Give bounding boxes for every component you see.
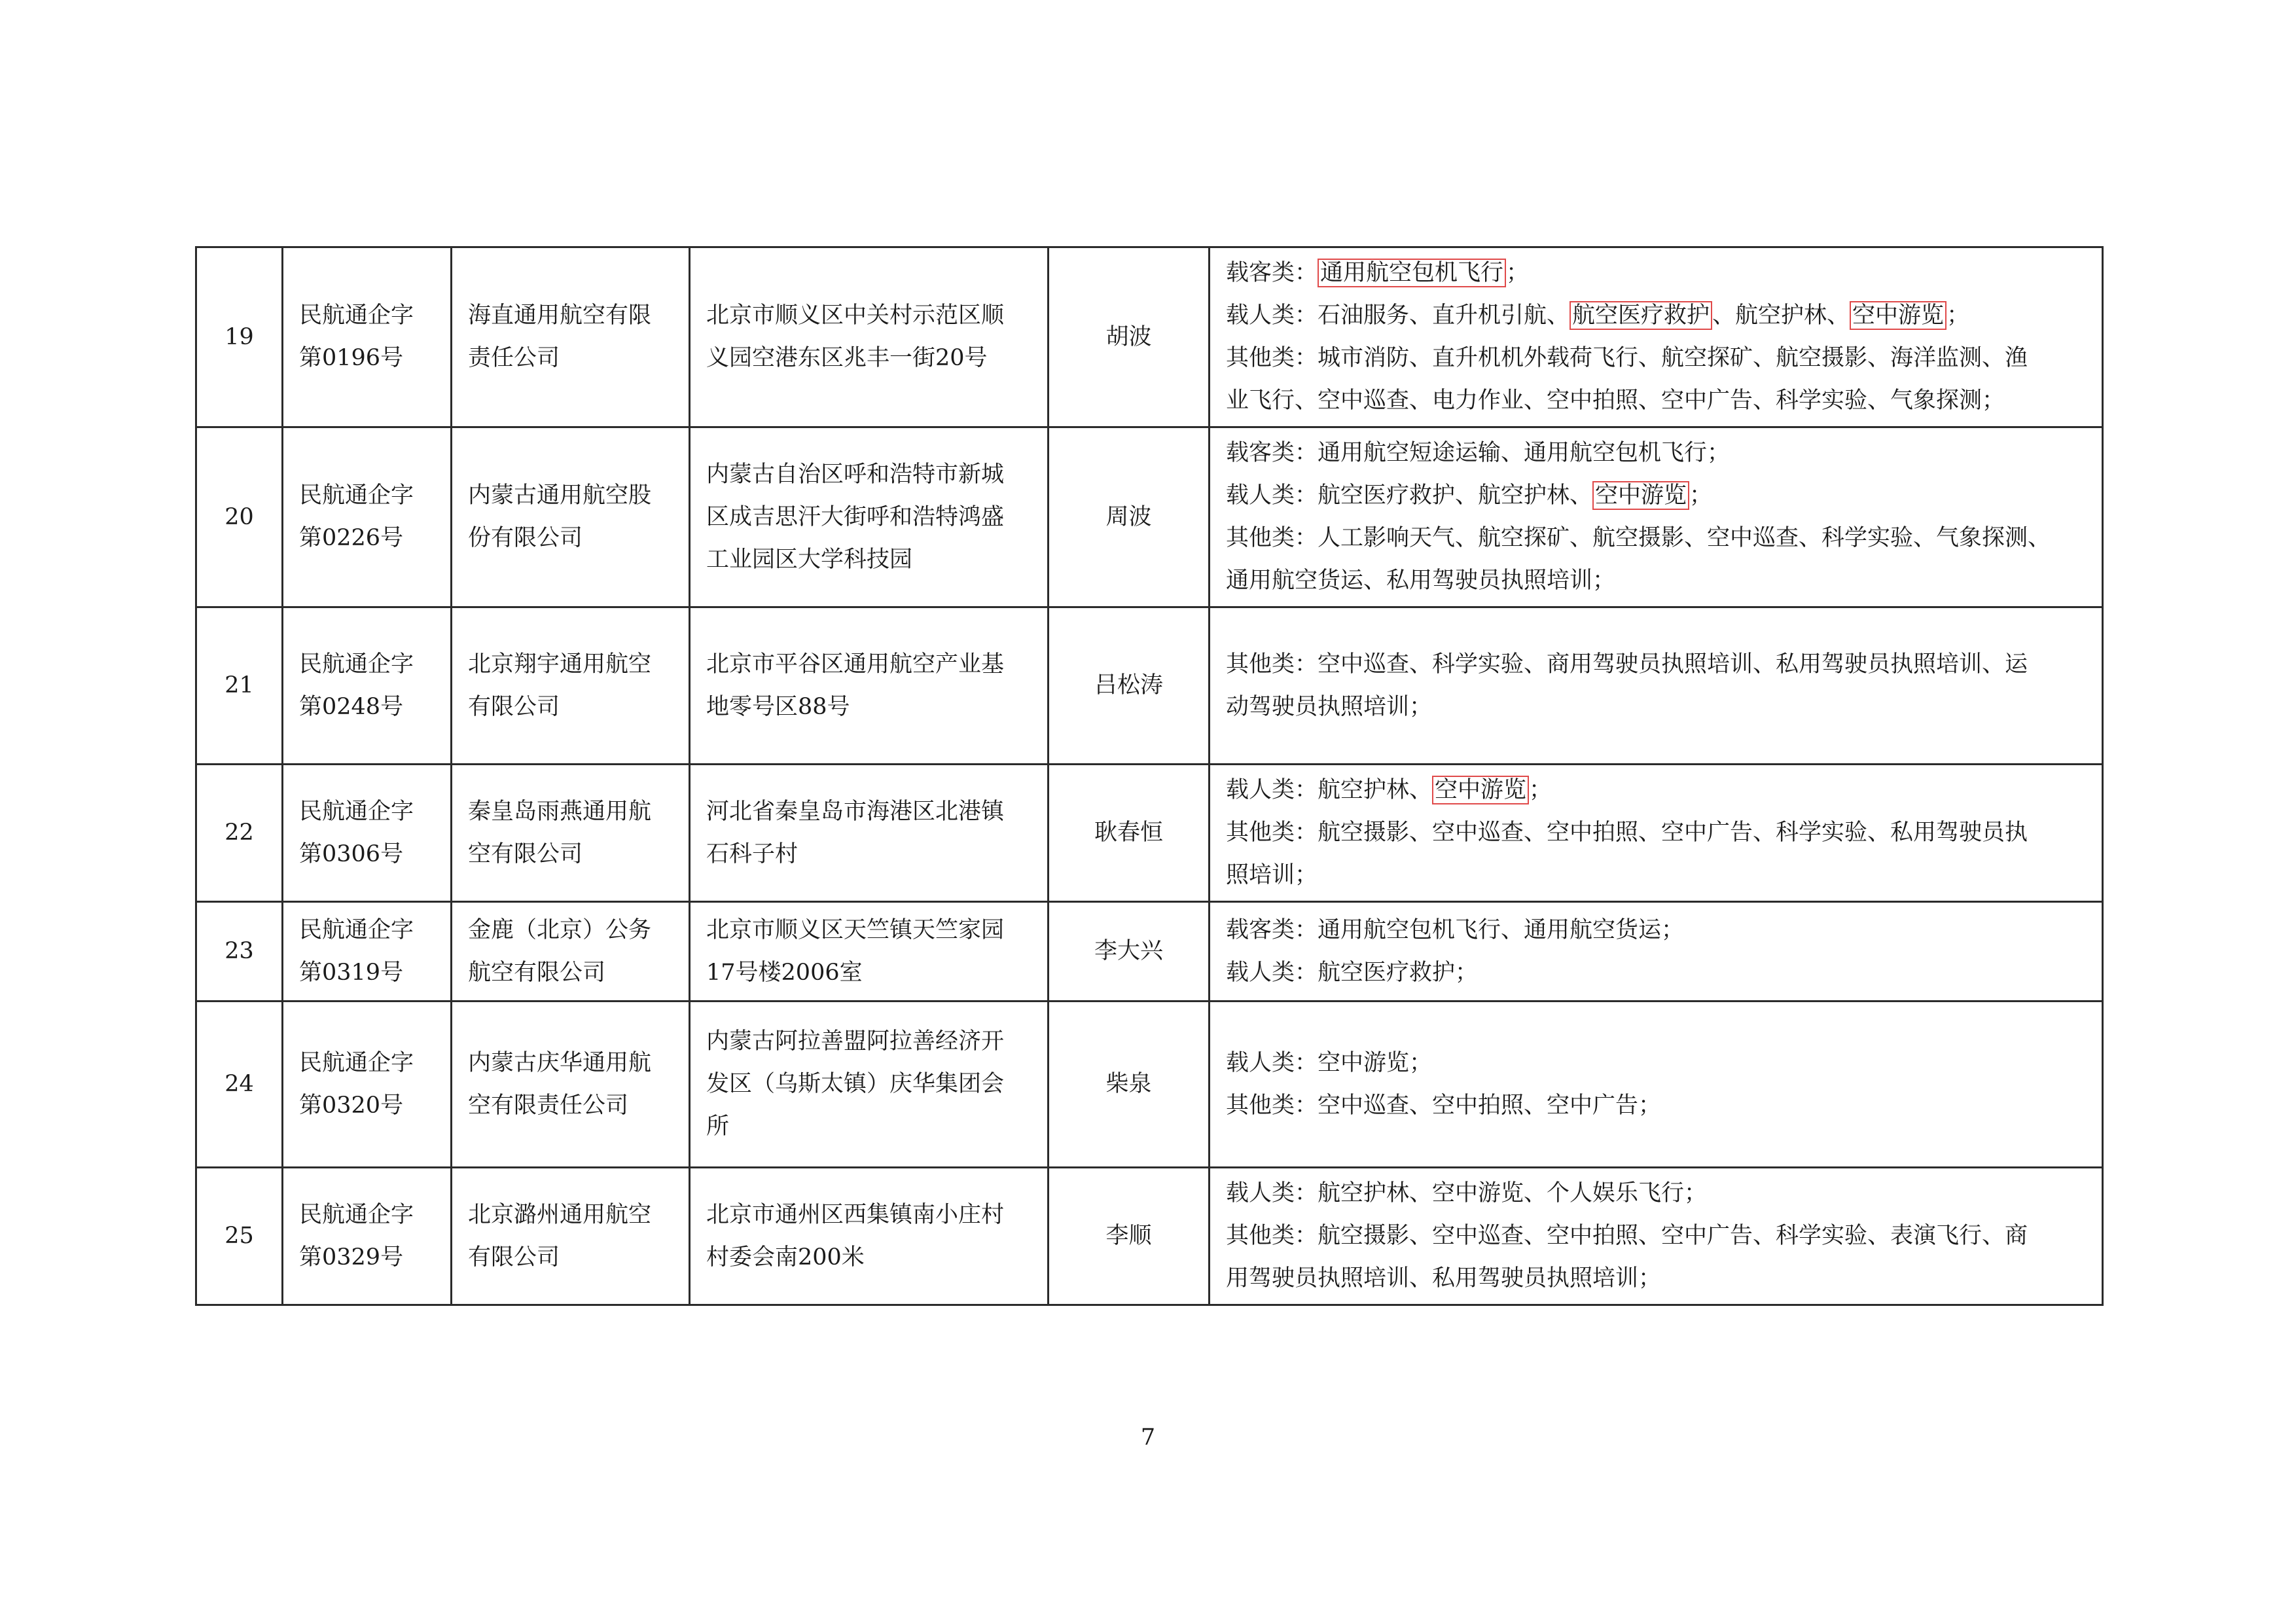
row-number-cell: 21: [196, 607, 283, 765]
highlighted-scope-item: 空中游览: [1432, 776, 1529, 804]
address-cell: [690, 765, 1049, 902]
address-line: 义园空港东区兆丰一街20号: [706, 345, 988, 371]
scope-text: 载人类：航空护林、: [1226, 777, 1433, 803]
scope-text: 业飞行、空中巡查、电力作业、空中拍照、空中广告、科学实验、气象探测；: [1226, 388, 2005, 414]
scope-text: ；: [1946, 302, 1970, 329]
company-name-line: 北京潞州通用航空: [468, 1201, 652, 1228]
business-scope-line: [1226, 1215, 2086, 1257]
address-line: 河北省秦皇岛市海港区北港镇: [706, 798, 1005, 825]
scope-text: 其他类：空中巡查、空中拍照、空中广告；: [1226, 1092, 1662, 1119]
business-scope-line: [1226, 252, 2086, 295]
certificate-number-line: 民航通企字: [299, 651, 414, 677]
address-cell: [690, 1168, 1049, 1305]
company-name-cell: [452, 247, 690, 427]
legal-representative-cell: 周波: [1049, 427, 1210, 607]
legal-representative-cell: 胡波: [1049, 247, 1210, 427]
company-name-line: 份有限公司: [468, 525, 583, 551]
certificate-number-cell: [283, 902, 452, 1001]
scope-text: 其他类：空中巡查、科学实验、商用驾驶员执照培训、私用驾驶员执照培训、运: [1226, 651, 2028, 677]
row-number-cell: 22: [196, 765, 283, 902]
certificate-number-line: 第0248号: [299, 693, 404, 720]
business-scope-line: [1226, 1042, 2086, 1085]
address-line: 石科子村: [706, 840, 798, 867]
certificate-number-cell: [283, 607, 452, 765]
business-scope-line: [1226, 517, 2086, 560]
address-line: 北京市顺义区中关村示范区顺: [706, 302, 1005, 329]
business-scope-cell: [1210, 607, 2103, 765]
business-scope-line: [1226, 909, 2086, 952]
company-name-line: 空有限责任公司: [468, 1092, 629, 1119]
certificate-number-line: 第0329号: [299, 1244, 404, 1271]
table-row: [196, 902, 2103, 1001]
company-name-line: 秦皇岛雨燕通用航: [468, 798, 652, 825]
scope-text: 其他类：城市消防、直升机机外载荷飞行、航空探矿、航空摄影、海洋监测、渔: [1226, 345, 2028, 371]
highlighted-scope-item: 航空医疗救护: [1570, 301, 1712, 330]
business-scope-cell: [1210, 1168, 2103, 1305]
scope-text: 其他类：航空摄影、空中巡查、空中拍照、空中广告、科学实验、私用驾驶员执: [1226, 820, 2028, 846]
row-number-cell: 23: [196, 902, 283, 1001]
address-cell: [690, 607, 1049, 765]
highlighted-scope-item: 空中游览: [1850, 301, 1946, 330]
certificate-number-cell: [283, 247, 452, 427]
company-name-line: 有限公司: [468, 1244, 560, 1271]
scope-text: 照培训；: [1226, 862, 1318, 888]
scope-text: 载客类：: [1226, 260, 1318, 286]
highlighted-scope-item: 空中游览: [1592, 481, 1689, 510]
business-scope-line: [1226, 686, 2086, 729]
scope-text: 动驾驶员执照培训；: [1226, 693, 1433, 720]
address-line: 区成吉思汗大街呼和浩特鸿盛: [706, 503, 1005, 530]
scope-text: 载人类：航空护林、空中游览、个人娱乐飞行；: [1226, 1180, 1708, 1206]
business-scope-line: [1226, 1172, 2086, 1215]
certificate-number-line: 民航通企字: [299, 482, 414, 509]
business-scope-cell: [1210, 1001, 2103, 1168]
company-name-line: 海直通用航空有限: [468, 302, 652, 329]
certificate-number-cell: [283, 1168, 452, 1305]
legal-representative-cell: 李大兴: [1049, 902, 1210, 1001]
address-line: 地零号区88号: [706, 693, 850, 720]
scope-text: 载客类：通用航空短途运输、通用航空包机飞行；: [1226, 440, 1731, 466]
company-name-line: 金鹿（北京）公务: [468, 916, 652, 943]
address-line: 北京市顺义区天竺镇天竺家园: [706, 916, 1005, 943]
business-scope-line: [1226, 952, 2086, 994]
address-line: 内蒙古自治区呼和浩特市新城: [706, 461, 1005, 488]
scope-text: ；: [1689, 482, 1713, 509]
table-row: [196, 427, 2103, 607]
company-name-line: 内蒙古通用航空股: [468, 482, 652, 509]
table-row: [196, 765, 2103, 902]
address-cell: [690, 247, 1049, 427]
legal-representative-cell: 耿春恒: [1049, 765, 1210, 902]
business-scope-line: [1226, 643, 2086, 686]
certificate-number-cell: [283, 1001, 452, 1168]
address-line: 工业园区大学科技园: [706, 546, 913, 573]
address-cell: [690, 1001, 1049, 1168]
certificate-number-line: 民航通企字: [299, 1049, 414, 1076]
business-scope-line: [1226, 854, 2086, 897]
business-scope-line: [1226, 337, 2086, 380]
company-name-cell: [452, 902, 690, 1001]
scope-text: 、航空护林、: [1712, 302, 1850, 329]
scope-text: 用驾驶员执照培训、私用驾驶员执照培训；: [1226, 1265, 1662, 1291]
table-row: [196, 607, 2103, 765]
company-name-line: 航空有限公司: [468, 959, 606, 986]
scope-text: 载客类：通用航空包机飞行、通用航空货运；: [1226, 916, 1685, 943]
address-cell: [690, 427, 1049, 607]
company-name-line: 责任公司: [468, 345, 560, 371]
address-line: 村委会南200米: [706, 1244, 865, 1271]
business-scope-line: [1226, 1257, 2086, 1300]
business-scope-cell: [1210, 902, 2103, 1001]
scope-text: 其他类：航空摄影、空中巡查、空中拍照、空中广告、科学实验、表演飞行、商: [1226, 1223, 2028, 1249]
address-line: 17号楼2006室: [706, 959, 863, 986]
row-number-cell: 25: [196, 1168, 283, 1305]
row-number-cell: 20: [196, 427, 283, 607]
scope-text: 其他类：人工影响天气、航空探矿、航空摄影、空中巡查、科学实验、气象探测、: [1226, 525, 2051, 551]
business-scope-line: [1226, 1085, 2086, 1127]
company-name-cell: [452, 1168, 690, 1305]
certificate-number-line: 第0320号: [299, 1092, 404, 1119]
scope-text: 载人类：石油服务、直升机引航、: [1226, 302, 1570, 329]
legal-representative-cell: 柴泉: [1049, 1001, 1210, 1168]
highlighted-scope-item: 通用航空包机飞行: [1318, 259, 1506, 287]
table-row: [196, 1001, 2103, 1168]
table-row: [196, 247, 2103, 427]
business-scope-line: [1226, 380, 2086, 422]
registry-table: [195, 246, 2104, 1306]
company-name-cell: [452, 607, 690, 765]
certificate-number-line: 民航通企字: [299, 798, 414, 825]
scope-text: 通用航空货运、私用驾驶员执照培训；: [1226, 568, 1616, 594]
address-cell: [690, 902, 1049, 1001]
business-scope-cell: [1210, 427, 2103, 607]
business-scope-line: [1226, 432, 2086, 475]
company-name-cell: [452, 427, 690, 607]
address-line: 内蒙古阿拉善盟阿拉善经济开: [706, 1028, 1005, 1055]
scope-text: ；: [1506, 260, 1530, 286]
certificate-number-line: 第0319号: [299, 959, 404, 986]
business-scope-line: [1226, 812, 2086, 854]
table-row: [196, 1168, 2103, 1305]
business-scope-line: [1226, 560, 2086, 602]
certificate-number-line: 民航通企字: [299, 1201, 414, 1228]
certificate-number-line: 第0196号: [299, 345, 404, 371]
scope-text: 载人类：航空医疗救护、航空护林、: [1226, 482, 1593, 509]
certificate-number-line: 第0306号: [299, 840, 404, 867]
business-scope-cell: [1210, 247, 2103, 427]
scope-text: 载人类：航空医疗救护；: [1226, 959, 1479, 986]
scope-text: ；: [1529, 777, 1552, 803]
company-name-cell: [452, 1001, 690, 1168]
company-name-line: 空有限公司: [468, 840, 583, 867]
certificate-number-cell: [283, 765, 452, 902]
certificate-number-line: 第0226号: [299, 525, 404, 551]
address-line: 北京市平谷区通用航空产业基: [706, 651, 1005, 677]
company-name-cell: [452, 765, 690, 902]
address-line: 所: [706, 1113, 730, 1140]
business-scope-line: [1226, 769, 2086, 812]
business-scope-cell: [1210, 765, 2103, 902]
company-name-line: 有限公司: [468, 693, 560, 720]
scope-text: 载人类：空中游览；: [1226, 1049, 1433, 1076]
business-scope-line: [1226, 475, 2086, 517]
business-scope-line: [1226, 295, 2086, 337]
certificate-number-line: 民航通企字: [299, 302, 414, 329]
address-line: 发区（乌斯太镇）庆华集团会: [706, 1071, 1005, 1097]
company-name-line: 内蒙古庆华通用航: [468, 1049, 652, 1076]
company-name-line: 北京翔宇通用航空: [468, 651, 652, 677]
row-number-cell: 19: [196, 247, 283, 427]
legal-representative-cell: 李顺: [1049, 1168, 1210, 1305]
registry-table-body: [196, 247, 2103, 1305]
address-line: 北京市通州区西集镇南小庄村: [706, 1201, 1005, 1228]
certificate-number-line: 民航通企字: [299, 916, 414, 943]
legal-representative-cell: 吕松涛: [1049, 607, 1210, 765]
row-number-cell: 24: [196, 1001, 283, 1168]
certificate-number-cell: [283, 427, 452, 607]
page-number: 7: [1140, 1424, 1156, 1451]
